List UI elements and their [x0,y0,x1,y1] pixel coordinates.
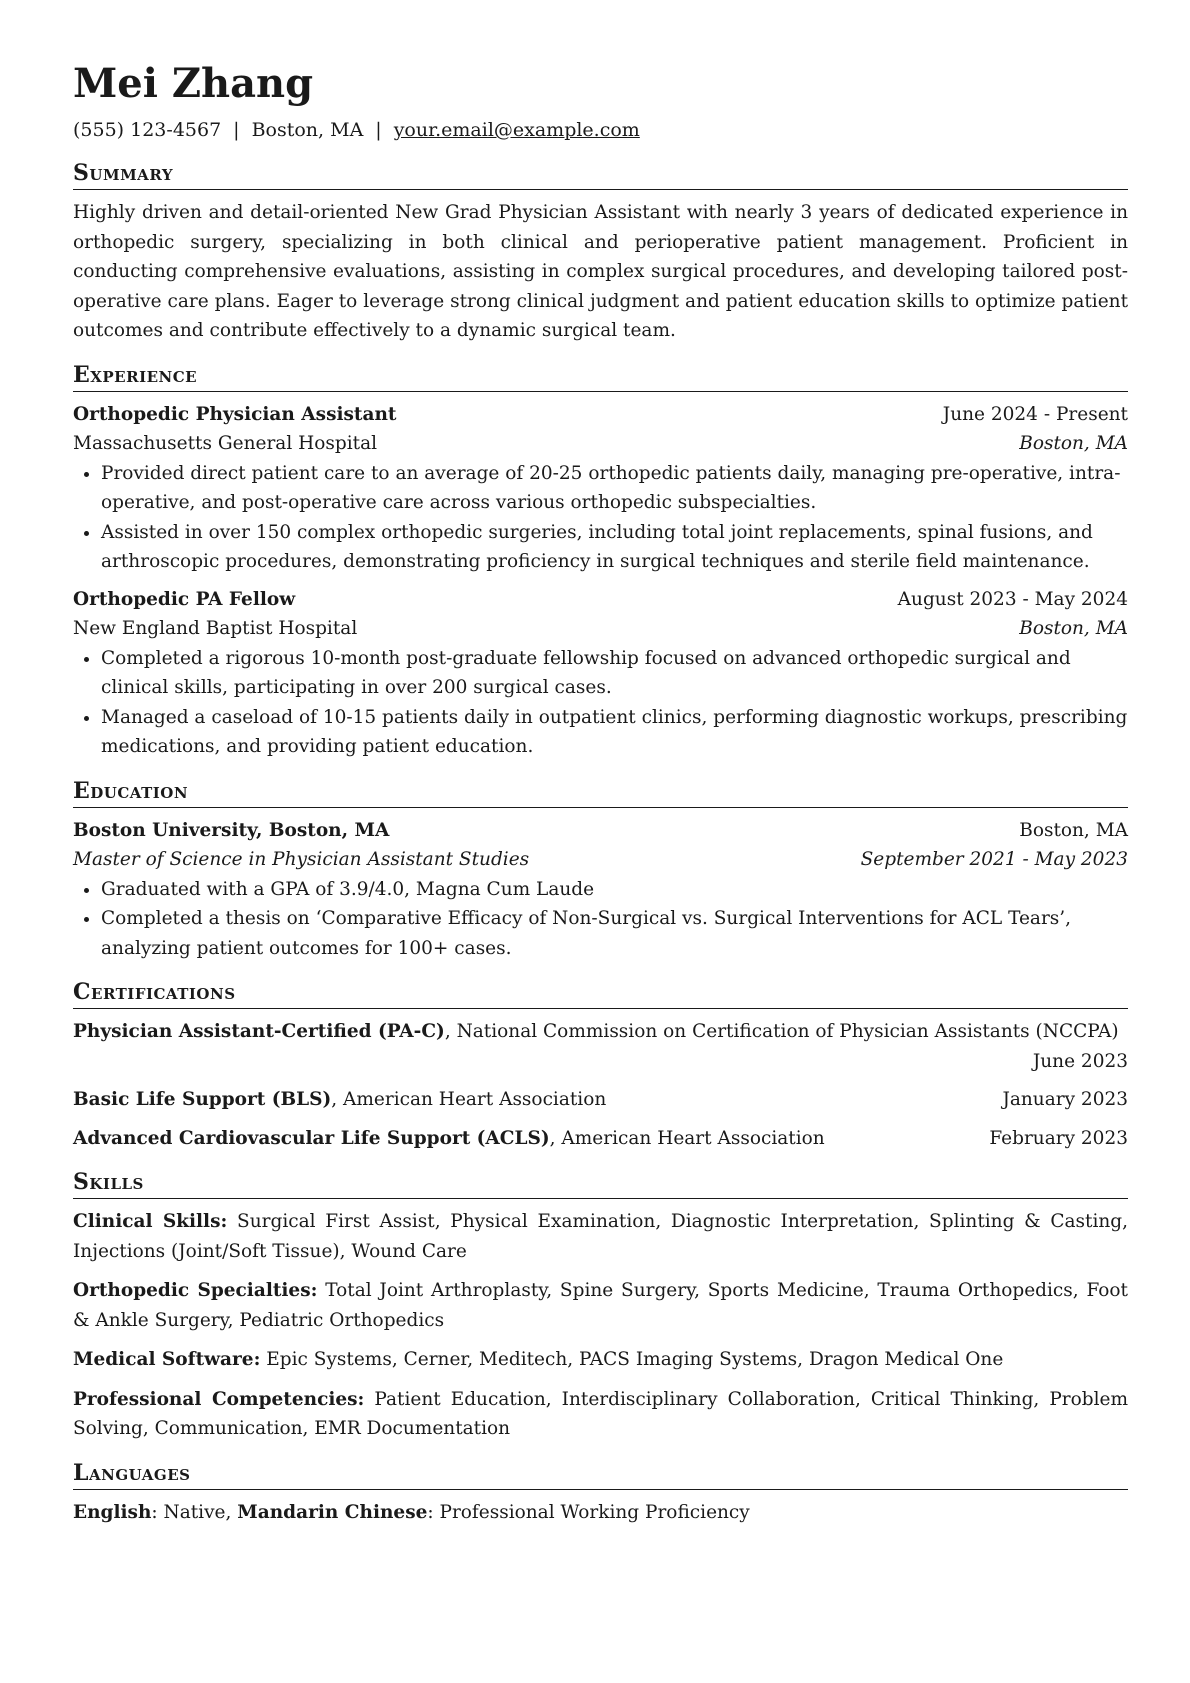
certification-date: February 2023 [989,1127,1128,1149]
education-section [73,776,1128,964]
certification-name: Advanced Cardiovascular Life Support (ACLS) [73,1127,550,1149]
education-dates: September 2021 - May 2023 [860,849,1128,870]
contact-location: Boston, MA [251,119,364,141]
section-title: Experience [73,360,1128,392]
email-link[interactable]: your.email@example.com [393,119,640,141]
certification-name: Basic Life Support (BLS) [73,1089,332,1110]
skill-label: Orthopedic Specialties: [73,1280,318,1301]
languages-line [73,1498,1128,1528]
skill-list: Surgical First Assist, Physical Examination, Diagnostic Interpretation, Splinting & Casting, Injections (Joint/Soft Tissue), Wound Care [73,1211,1129,1262]
language-name: Mandarin Chinese [237,1501,428,1523]
job-org: Massachusetts General Hospital [73,433,378,454]
list-item: • Graduated with a GPA of 3.9/4.0, Magna Cum Laude [101,875,1128,905]
job-dates: August 2023 - May 2024 [897,588,1128,610]
separator: | [375,119,382,141]
list-item: • Managed a caseload of 10-15 patients daily in outpatient clinics, performing diagnostic workups, prescribing medications, and providing patient education. [101,703,1128,762]
separator: | [233,119,240,141]
section-title: Education [73,776,1128,808]
skill-list: Patient Education, Interdisciplinary Collaboration, Critical Thinking, Problem Solving, Communication, EMR Documentation [73,1388,1128,1439]
job-org: New England Baptist Hospital [73,618,358,639]
skills-section [73,1167,1128,1444]
phone-number: (555) 123-4567 [73,119,222,141]
list-item: • Completed a rigorous 10-month post-graduate fellowship focused on advanced orthopedic surgical and clinical skills, participating in over 200 surgical cases. [101,644,1128,703]
section-title: Skills [73,1167,1128,1199]
candidate-name: Mei Zhang [73,60,314,107]
languages-section [73,1458,1128,1528]
school-name: Boston University, Boston, MA [73,819,390,841]
certifications-section [73,977,1128,1153]
skill-group [73,1385,1128,1444]
job-role: Orthopedic Physician Assistant [73,403,397,425]
section-title: Languages [73,1458,1128,1490]
skill-group [73,1276,1128,1335]
certification-issuer: , American Heart Association [549,1127,825,1149]
certification-date: January 2023 [1002,1089,1128,1110]
certification-issuer: , National Commission on Certification of Physician Assistants (NCCPA) [444,1021,1119,1042]
language-level: : Professional Working Proficiency [427,1501,750,1523]
list-item: • Provided direct patient care to an average of 20-25 orthopedic patients daily, managing pre-operative, intra-operative, and post-operative care across various orthopedic subspecialties. [101,459,1128,518]
skill-list: Total Joint Arthroplasty, Spine Surgery, Sports Medicine, Trauma Orthopedics, Foot & Ankle Surgery, Pediatric Orthopedics [73,1280,1128,1331]
job-role: Orthopedic PA Fellow [73,588,296,610]
skill-label: Professional Competencies: [73,1388,365,1410]
skill-group [73,1207,1128,1266]
language-level: : Native, [151,1501,238,1523]
job-location: Boston, MA [1019,618,1128,639]
section-title: Summary [73,158,1128,190]
skill-group [73,1345,1128,1375]
experience-section [73,360,1128,762]
language-name: English [73,1501,152,1523]
job-dates: June 2024 - Present [942,403,1128,425]
contact-line [73,116,1128,144]
job-location: Boston, MA [1019,433,1128,454]
certification-item [73,1017,1128,1076]
school-location: Boston, MA [1019,819,1128,841]
job-entry [73,400,1128,577]
list-item: • Completed a thesis on ‘Comparative Efficacy of Non-Surgical vs. Surgical Interventions for ACL Tears’, analyzing patient outcomes for 100+ cases. [101,904,1128,963]
certification-name: Physician Assistant-Certified (PA-C) [73,1021,445,1042]
summary-section [73,158,1128,346]
certification-issuer: , American Heart Association [331,1089,607,1110]
section-title: Certifications [73,977,1128,1009]
certification-item [73,1124,1128,1154]
certification-date: June 2023 [1032,1050,1128,1072]
skill-list: Epic Systems, Cerner, Meditech, PACS Imaging Systems, Dragon Medical One [260,1349,1004,1370]
certification-item [73,1085,1128,1115]
summary-text: Highly driven and detail-oriented New Grad Physician Assistant with nearly 3 years of dedicated experience in orthopedic surgery, specializing in both clinical and perioperative patient management. Proficient in conducting comprehensive evaluations, assisting in complex surgical procedures, and developing tailored post-operative care plans. Eager to leverage strong clinical judgment and patient education skills to optimize patient outcomes and contribute effectively to a dynamic surgical team. [73,202,1128,341]
job-entry [73,585,1128,762]
degree: Master of Science in Physician Assistant Studies [73,849,530,870]
skill-label: Clinical Skills: [73,1211,228,1232]
skill-label: Medical Software: [73,1349,261,1370]
list-item: • Assisted in over 150 complex orthopedic surgeries, including total joint replacements, spinal fusions, and arthroscopic procedures, demonstrating proficiency in surgical techniques and sterile field maintenance. [101,518,1128,577]
